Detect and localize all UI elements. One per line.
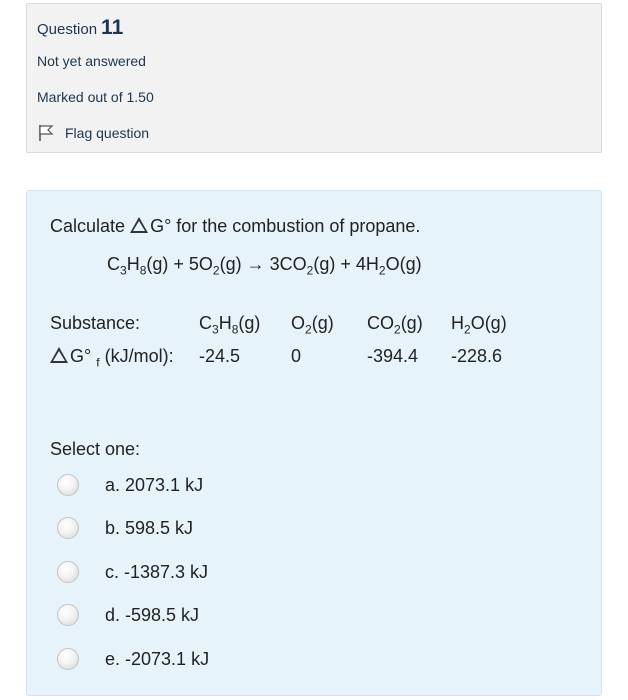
substance-o2 — [291, 313, 334, 337]
eq-state: (g) — [313, 254, 336, 274]
c3h8-part: H — [218, 313, 232, 333]
eq-sub: 3 — [120, 263, 127, 278]
reaction-equation — [107, 254, 422, 278]
question-prompt — [50, 216, 420, 237]
dg-value-c3h8: -24.5 — [199, 346, 241, 366]
delta-g-units: (kJ/mol): — [104, 346, 174, 366]
flag-question-label: Flag question — [65, 125, 150, 141]
prompt-text-after: G° for the combustion of propane. — [150, 216, 421, 236]
eq-sub: 2 — [306, 263, 314, 278]
delta-g-subscript: f — [96, 355, 100, 370]
radio-button[interactable] — [57, 517, 79, 539]
delta-g-label — [50, 346, 174, 370]
option-c[interactable] — [57, 561, 208, 583]
h2o-sub: 2 — [464, 322, 471, 337]
substance-h2o — [451, 313, 507, 337]
question-info-panel — [26, 3, 602, 153]
eq-sub: 2 — [378, 263, 386, 278]
c3h8-part: C — [199, 313, 212, 333]
eq-c: C — [107, 254, 120, 274]
flag-question-link[interactable] — [37, 124, 149, 142]
eq-co2: 3CO — [269, 254, 307, 274]
prompt-text-before: Calculate — [50, 216, 126, 236]
reaction-arrow: → — [246, 254, 265, 274]
radio-button[interactable] — [57, 561, 79, 583]
question-title-prefix: Question — [37, 21, 98, 38]
option-label[interactable]: b. 598.5 kJ — [105, 517, 194, 538]
eq-state: O(g) — [385, 254, 422, 274]
radio-button[interactable] — [57, 648, 79, 670]
substance-c3h8 — [199, 313, 260, 337]
radio-button[interactable] — [57, 474, 79, 496]
option-e[interactable] — [57, 648, 209, 670]
h2o-part: H — [451, 313, 464, 333]
select-one-label: Select one: — [50, 439, 141, 459]
substance-co2 — [367, 313, 423, 337]
eq-h: H — [126, 254, 140, 274]
co2-sub: 2 — [394, 322, 401, 337]
delta-icon — [50, 347, 68, 363]
dg-value-h2o: -228.6 — [451, 346, 503, 366]
option-d[interactable] — [57, 604, 199, 626]
radio-button[interactable] — [57, 604, 79, 626]
flag-icon — [37, 124, 55, 142]
eq-sub: 2 — [212, 263, 220, 278]
co2-state: (g) — [400, 313, 423, 333]
dg-value-co2: -394.4 — [367, 346, 419, 366]
o2-sub: 2 — [305, 322, 312, 337]
h2o-state: O(g) — [470, 313, 507, 333]
option-label[interactable]: e. -2073.1 kJ — [105, 648, 210, 669]
option-label[interactable]: c. -1387.3 kJ — [105, 561, 209, 582]
co2-part: CO — [367, 313, 394, 333]
o2-state: (g) — [311, 313, 334, 333]
c3h8-state: (g) — [238, 313, 261, 333]
eq-h2o: + 4H — [340, 254, 379, 274]
dg-value-o2: 0 — [291, 346, 302, 366]
question-title — [37, 16, 123, 40]
question-number: 11 — [101, 16, 124, 39]
c3h8-sub: 3 — [212, 322, 219, 337]
c3h8-sub: 8 — [231, 322, 239, 337]
delta-g-symbol: G° — [70, 346, 92, 366]
delta-icon — [130, 217, 148, 233]
eq-state: (g) — [146, 254, 169, 274]
option-b[interactable] — [57, 517, 193, 539]
question-status: Not yet answered — [37, 53, 146, 69]
o2-part: O — [291, 313, 306, 333]
substance-label: Substance: — [50, 313, 141, 333]
eq-state: (g) — [219, 254, 242, 274]
question-content — [26, 190, 602, 696]
option-label[interactable]: d. -598.5 kJ — [105, 604, 200, 625]
option-a[interactable] — [57, 474, 203, 496]
question-marks: Marked out of 1.50 — [37, 89, 154, 105]
option-label[interactable]: a. 2073.1 kJ — [105, 474, 204, 495]
eq-sub: 8 — [139, 263, 147, 278]
eq-o2: + 5O — [173, 254, 213, 274]
